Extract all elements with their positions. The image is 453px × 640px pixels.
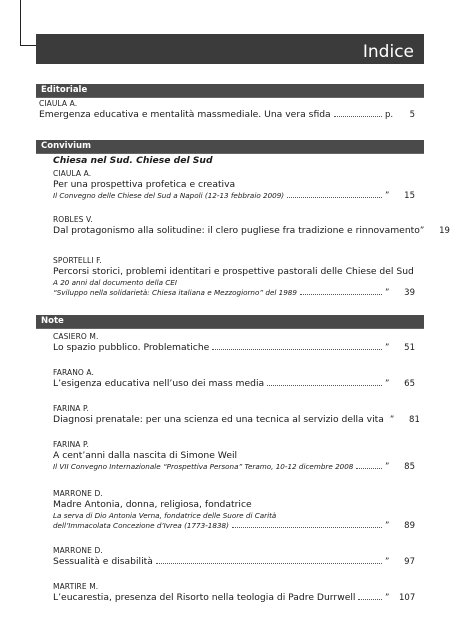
- entry-title: Emergenza educativa e mentalità massmediale. Una vera sfida: [39, 109, 331, 120]
- section-theme: Chiesa nel Sud. Chiese del Sud: [53, 155, 213, 166]
- entry-author: MARRONE D.: [53, 546, 103, 555]
- entry-author: MARRONE D.: [53, 489, 103, 498]
- entry-page-number: 89: [404, 521, 415, 531]
- index-header: [36, 34, 424, 64]
- dot-leader: [358, 593, 382, 600]
- entry-page-number: 15: [404, 191, 415, 201]
- entry-title: Percorsi storici, problemi identitari e prospettive pastorali delle Chiese del Sud: [53, 266, 414, 277]
- entry-page-number: 65: [404, 379, 415, 389]
- toc-entry[interactable]: [53, 215, 450, 237]
- toc-entry[interactable]: [53, 546, 415, 568]
- entry-subtitle: Il VII Convegno Internazionale “Prospettiva Persona” Teramo, 10-12 dicembre 2008: [53, 462, 354, 471]
- entry-page-number: 81: [409, 415, 420, 425]
- entry-author: ROBLES V.: [53, 215, 93, 224]
- entry-author: CASIERO M.: [53, 332, 99, 341]
- entry-author: FARANO A.: [53, 368, 94, 377]
- entry-page-number: 107: [399, 593, 416, 603]
- entry-title: Per una prospettiva profetica e creativa: [53, 179, 236, 190]
- section-rule: [36, 97, 424, 98]
- dot-leader: [232, 521, 382, 528]
- entry-subtitle: dell’Immacolata Concezione d’Ivrea (1773-1838): [53, 521, 229, 530]
- section-label: Note: [41, 316, 64, 326]
- entry-subtitle: A 20 anni dal documento della CEI: [53, 278, 177, 287]
- entry-page-number: 51: [404, 343, 415, 353]
- entry-page-prefix: ”: [385, 462, 390, 472]
- entry-author: FARINA P.: [53, 440, 89, 449]
- entry-title: A cent’anni dalla nascita di Simone Weil: [53, 450, 238, 461]
- entry-subtitle: Il Convegno delle Chiese del Sud a Napoli (12-13 febbraio 2009): [53, 191, 285, 200]
- toc-entry[interactable]: [53, 404, 420, 426]
- dot-leader: [300, 288, 382, 295]
- toc-entry[interactable]: [53, 332, 415, 354]
- toc-entry[interactable]: [53, 489, 415, 531]
- toc-entry[interactable]: [53, 256, 415, 298]
- entry-author: CIAULA A.: [53, 169, 92, 178]
- section-rule: [36, 328, 424, 329]
- dot-leader: [212, 343, 382, 350]
- entry-page-prefix: ”: [389, 415, 395, 425]
- section-label: Editoriale: [41, 85, 88, 95]
- entry-title: L’esigenza educativa nell’uso dei mass media: [53, 378, 265, 389]
- dot-leader: [356, 462, 382, 469]
- index-title: Indice: [362, 42, 414, 62]
- entry-page-prefix: ”: [385, 557, 390, 567]
- entry-title: Diagnosi prenatale: per una scienza ed una tecnica al servizio della vita: [53, 414, 384, 425]
- entry-page-prefix: ”: [385, 191, 390, 201]
- entry-title: Lo spazio pubblico. Problematiche: [53, 342, 210, 353]
- entry-author: CIAULA A.: [39, 99, 78, 108]
- entry-author: SPORTELLI F.: [53, 256, 102, 265]
- entry-title: Sessualità e disabilità: [53, 556, 153, 567]
- entry-title: L’eucarestia, presenza del Risorto nella teologia di Padre Durrwell: [53, 592, 356, 603]
- section-label: Convivium: [41, 141, 91, 151]
- entry-page-prefix: p.: [385, 110, 394, 120]
- entry-page-prefix: ”: [385, 379, 390, 389]
- entry-title: Dal protagonismo alla solitudine: il clero pugliese fra tradizione e rinnovamento: [53, 225, 420, 236]
- dot-leader: [267, 379, 382, 386]
- section-editoriale: [36, 84, 424, 97]
- toc-entry[interactable]: [53, 582, 415, 604]
- dot-leader: [156, 557, 382, 564]
- toc-entry[interactable]: [39, 99, 415, 121]
- toc-entry[interactable]: [53, 440, 415, 472]
- entry-page-number: 97: [404, 557, 415, 567]
- entry-page-number: 85: [404, 462, 415, 472]
- section-rule: [36, 153, 424, 154]
- section-theme-block: [53, 155, 415, 167]
- dot-leader: [287, 191, 382, 198]
- entry-author: FARINA P.: [53, 404, 89, 413]
- crop-mark-vertical: [20, 0, 21, 46]
- entry-page-number: 5: [409, 110, 415, 120]
- entry-subtitle: La serva di Dio Antonia Verna, fondatrice delle Suore di Carità: [53, 511, 277, 520]
- entry-page-prefix: ”: [385, 593, 390, 603]
- entry-page-prefix: ”: [419, 226, 425, 236]
- entry-subtitle: “Sviluppo nella solidarietà: Chiesa italiana e Mezzogiorno” del 1989: [53, 288, 297, 297]
- section-note: [36, 315, 424, 328]
- entry-page-number: 39: [404, 288, 415, 298]
- dot-leader: [334, 110, 382, 117]
- section-convivium: [36, 140, 424, 153]
- toc-entry[interactable]: [53, 368, 415, 390]
- entry-title: Madre Antonia, donna, religiosa, fondatrice: [53, 499, 252, 510]
- entry-page-prefix: ”: [385, 521, 390, 531]
- entry-page-prefix: ”: [385, 343, 390, 353]
- entry-page-prefix: ”: [385, 288, 390, 298]
- entry-page-number: 19: [439, 226, 450, 236]
- toc-entry[interactable]: [53, 169, 415, 201]
- entry-author: MARTIRE M.: [53, 582, 99, 591]
